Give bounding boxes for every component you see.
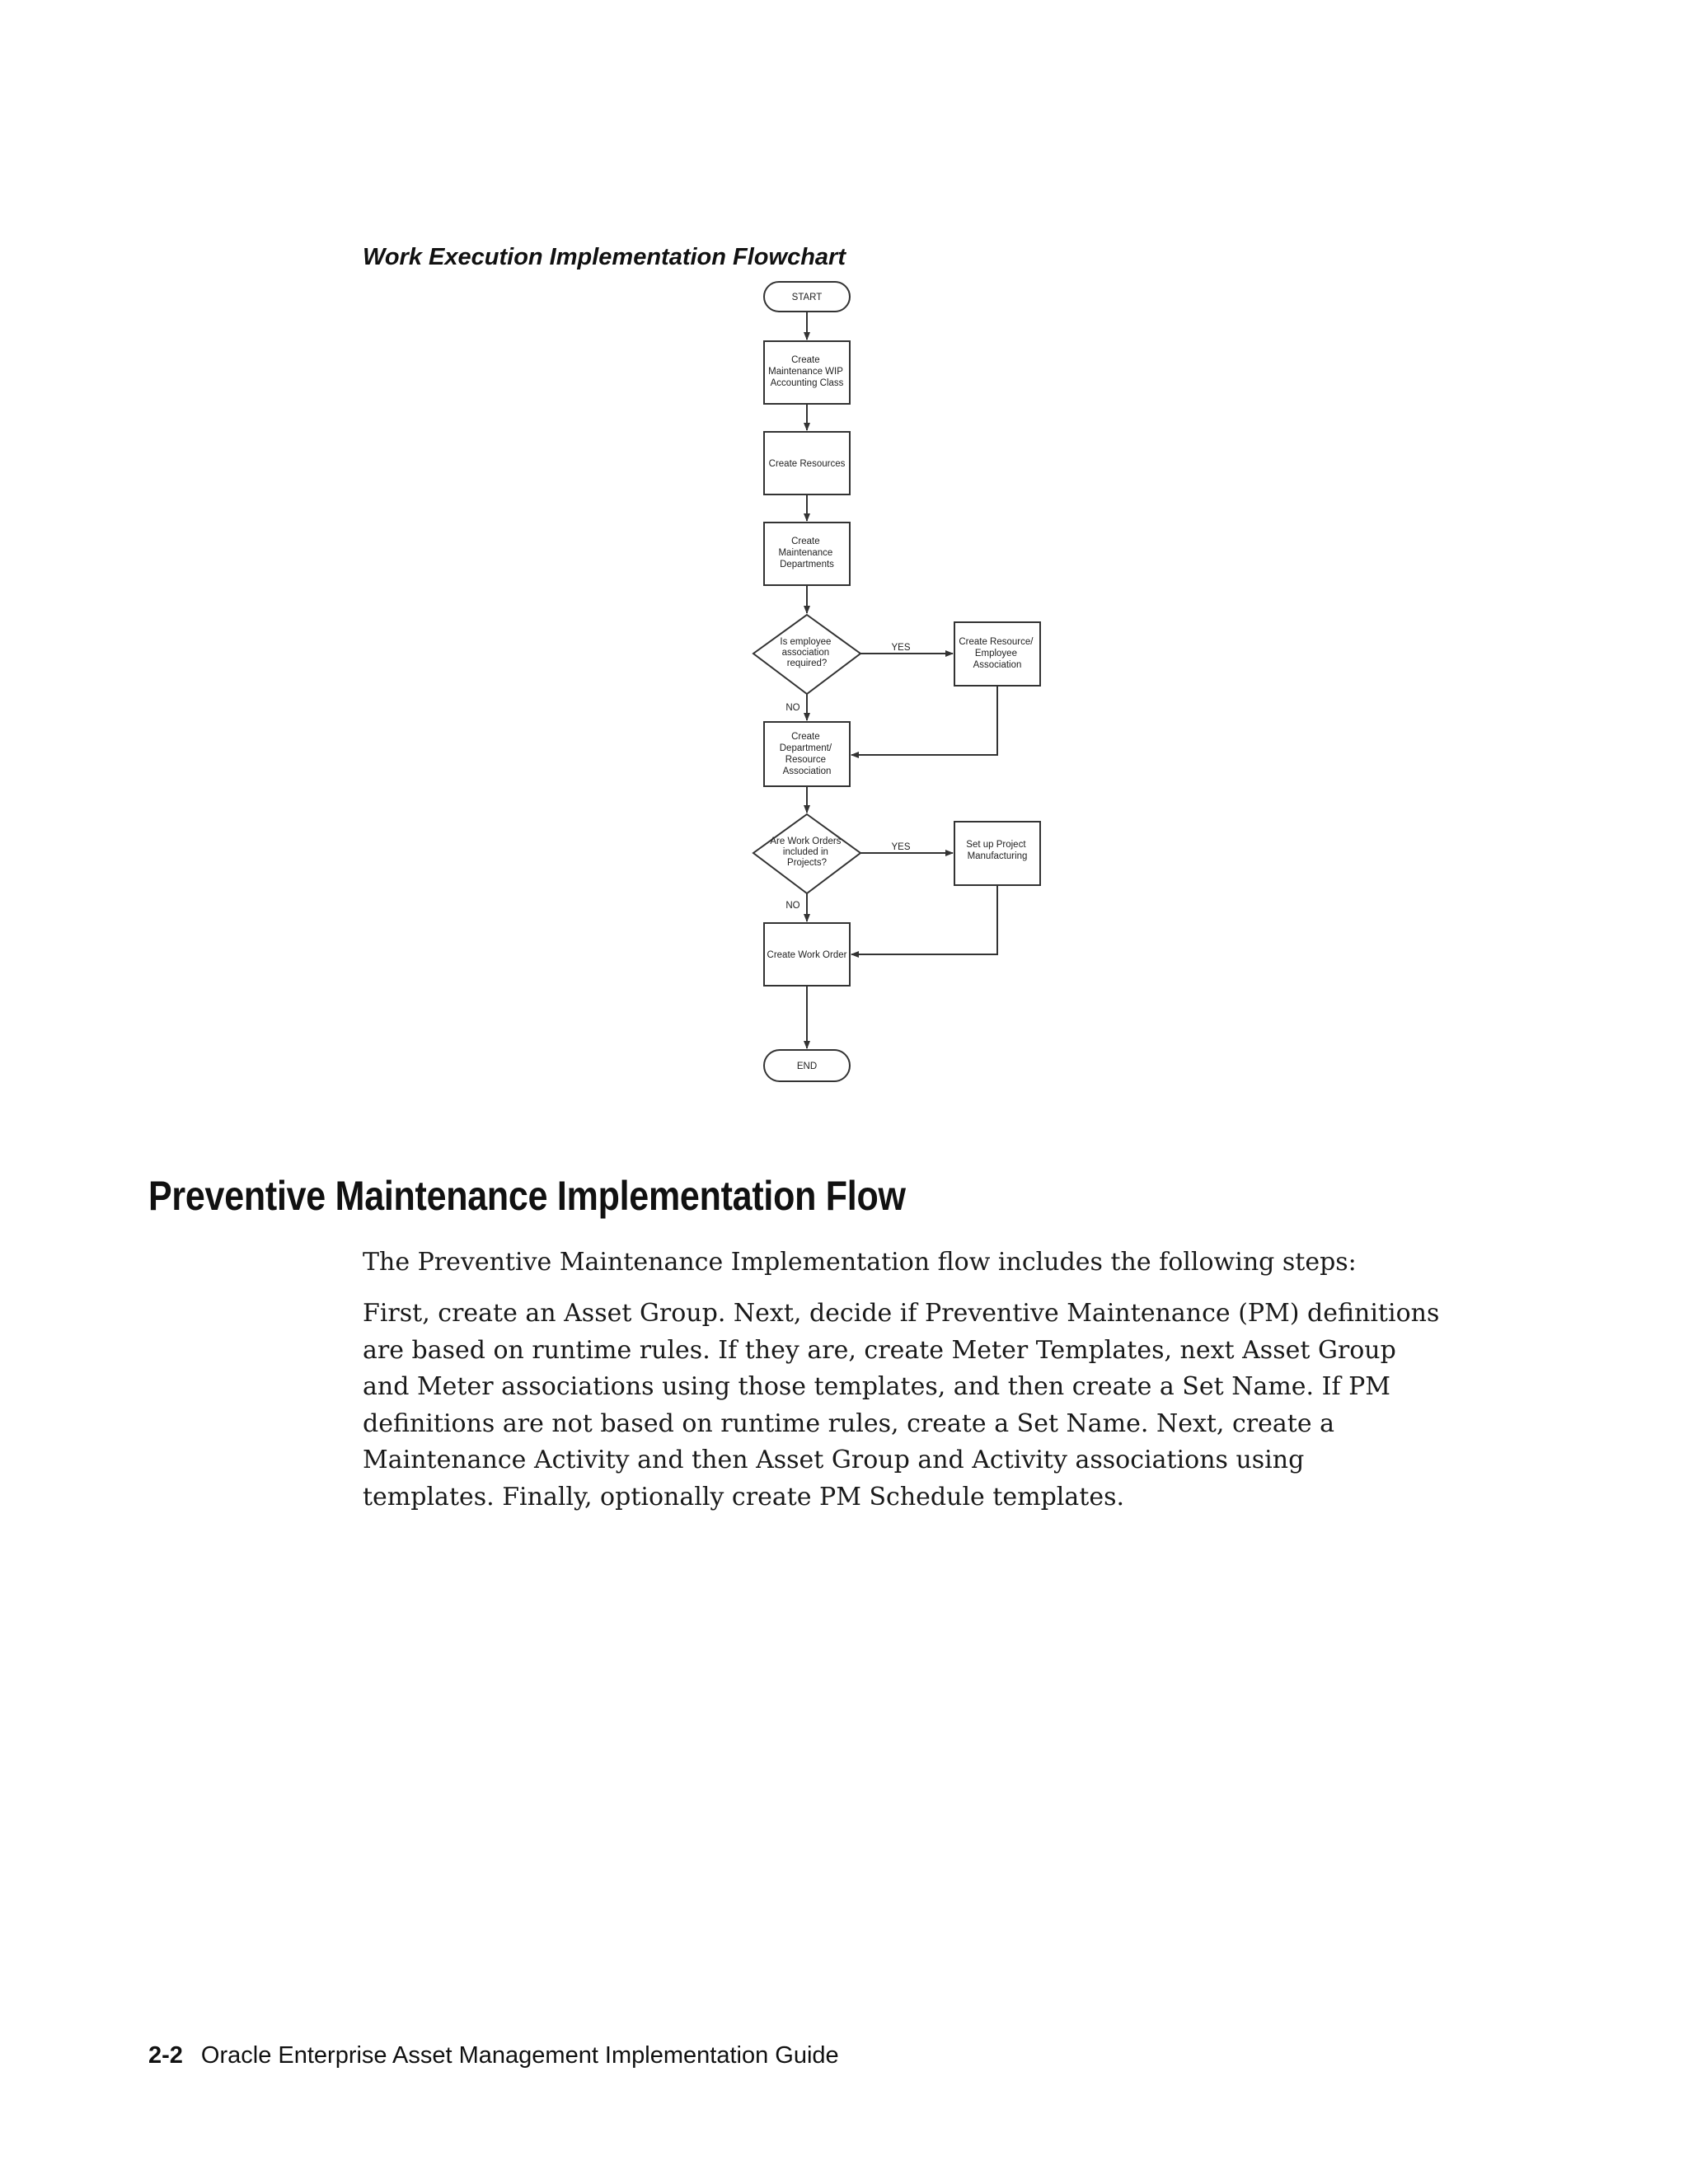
decision-projects-line: Are Work Orders xyxy=(770,837,842,846)
page-number: 2-2 xyxy=(148,2042,183,2069)
dept-assoc-line: Department/ xyxy=(779,743,832,753)
project-mfg-line: Manufacturing xyxy=(967,851,1028,861)
figure-caption: Work Execution Implementation Flowchart xyxy=(363,244,846,270)
edge-label-yes: YES xyxy=(891,643,911,653)
employee-assoc-line: Employee xyxy=(974,649,1017,658)
create-resources-label: Create Resources xyxy=(768,459,846,469)
create-departments-node xyxy=(764,523,850,585)
intro-paragraph: The Preventive Maintenance Implementation flow includes the following steps: xyxy=(363,1248,1357,1277)
section-heading: Preventive Maintenance Implementation Flow xyxy=(148,1173,906,1219)
svg-text:Is employee association xyxy=(780,637,833,668)
project-mfg-line: Set up Project xyxy=(966,840,1026,850)
departments-line: Create xyxy=(791,537,820,546)
decision-employee-line: association xyxy=(781,648,830,658)
wip-class-line: Create xyxy=(791,355,820,365)
edge-label-no: NO xyxy=(785,703,800,713)
wip-class-line: Maintenance WIP xyxy=(768,367,843,377)
edge-label-yes: YES xyxy=(891,842,911,852)
employee-assoc-line: Create Resource/ xyxy=(959,637,1034,647)
create-resources-node xyxy=(764,432,850,494)
edge-project-mfg-to-work-order xyxy=(851,885,997,954)
projects-decision xyxy=(753,814,860,893)
start-node xyxy=(764,282,850,312)
wip-class-line: Accounting Class xyxy=(770,378,844,388)
project-manufacturing-node xyxy=(954,822,1040,885)
decision-projects-line: Projects? xyxy=(787,858,827,868)
page-footer xyxy=(148,2042,839,2069)
create-work-order-node xyxy=(764,923,850,986)
department-resource-association-node xyxy=(764,722,850,786)
end-node xyxy=(764,1050,850,1081)
wip-accounting-class-node xyxy=(764,341,850,404)
departments-line: Departments xyxy=(780,560,834,569)
decision-employee-line: Is employee xyxy=(780,637,832,647)
employee-association-decision xyxy=(753,615,860,694)
employee-association-node xyxy=(954,622,1040,686)
decision-projects-line: included in xyxy=(782,847,828,857)
steps-paragraph: First, create an Asset Group. Next, decide if Preventive Maintenance (PM) definitions are based on runtime rules. If they are, create Meter Templates, next Asset Group and Meter associations using those templates, and then create a Set Name. If PM definitions are not based on runtime rules, create a Set Name. Next, create a Maintenance Activity and then Asset Group and Activity associations using templates. Finally, optionally create PM Schedule templates. xyxy=(363,1299,1440,1511)
edge-label-no: NO xyxy=(785,901,800,911)
decision-employee-line: required? xyxy=(786,658,828,668)
employee-assoc-line: Association xyxy=(973,660,1022,670)
dept-assoc-line: Create xyxy=(791,732,820,742)
end-label: END xyxy=(796,1062,818,1071)
start-label: START xyxy=(791,293,823,302)
create-work-order-label: Create Work Order xyxy=(767,950,847,960)
book-title: Oracle Enterprise Asset Management Implementation Guide xyxy=(200,2042,839,2069)
departments-line: Maintenance xyxy=(778,548,833,558)
dept-assoc-line: Association xyxy=(782,766,832,776)
edge-employee-assoc-to-dept-assoc xyxy=(851,686,997,755)
dept-assoc-line: Resource xyxy=(785,755,827,765)
